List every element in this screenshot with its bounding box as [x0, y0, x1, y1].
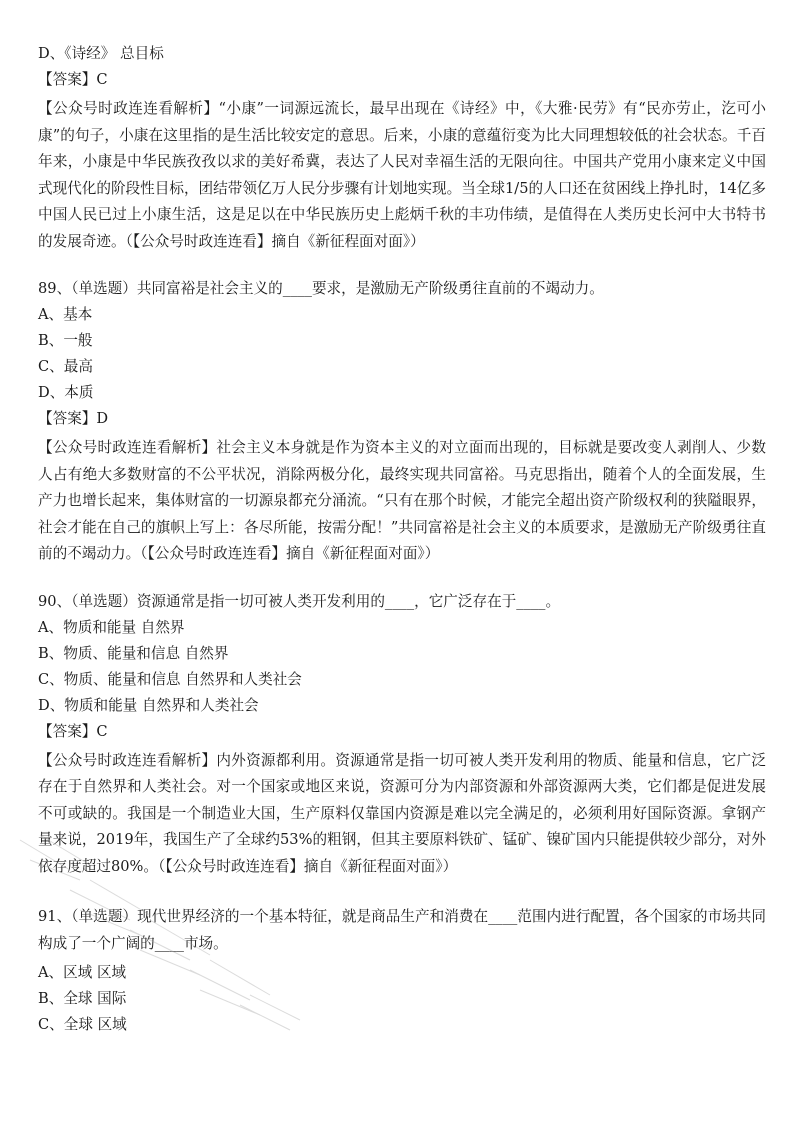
q89-option-a: A、基本: [38, 306, 93, 323]
q88-option-d: D、《诗经》 总目标: [38, 45, 164, 62]
q88-analysis: 【公众号时政连连看解析】“小康”一词源远流长，最早出现在《诗经》中，《大雅·民劳》有“民亦劳止，汔可小康”的句子，小康在这里指的是生活比较安定的意思。后来，小康的意蕴衍变为比大同理想较低的社会状态。千百年来，小康是中华民族孜孜以求的美好希冀，表达了人民对幸福生活的无限向往。中国共产党用小康来定义中国式现代化的阶段性目标，团结带领亿万人民分步骤有计划地实现。当全球1/5的人口还在贫困线上挣扎时，14亿多中国人民已过上小康生活，这是足以在中华民族历史上彪炳千秋的丰功伟绩，是值得在人类历史长河中大书特书的发展奇迹。（【公众号时政连连看】摘自《新征程面对面》）: [38, 100, 766, 250]
q91-option-b: B、全球 国际: [38, 990, 127, 1007]
q90-option-b: B、物质、能量和信息 自然界: [38, 644, 229, 662]
q89-option-c: C、最高: [38, 358, 93, 375]
q91-option-a: A、区域 区域: [38, 964, 127, 981]
q89-question: 89、（单选题）共同富裕是社会主义的____要求，是激励无产阶级勇往直前的不竭动力。: [38, 280, 604, 297]
q91-question: 91、（单选题）现代世界经济的一个基本特征，就是商品生产和消费在____范围内进行配置，各个国家的市场共同构成了一个广阔的____市场。: [38, 908, 766, 952]
q90-question: 90、（单选题）资源通常是指一切可被人类开发利用的____，它广泛存在于____。: [38, 592, 561, 610]
document-page: [38, 44, 766, 1041]
question-gap: [38, 886, 766, 904]
q90-option-a: A、物质和能量 自然界: [38, 618, 185, 636]
q90-option-d: D、物质和能量 自然界和人类社会: [38, 696, 259, 714]
q89-answer: 【答案】D: [38, 410, 109, 427]
q89-option-d: D、本质: [38, 384, 94, 401]
question-gap: [38, 261, 766, 279]
q89-analysis: 【公众号时政连连看解析】社会主义本身就是作为资本主义的对立面而出现的，目标就是要改变人剥削人、少数人占有绝大多数财富的不公平状况，消除两极分化，最终实现共同富裕。马克思指出，随着个人的全面发展，生产力也增长起来，集体财富的一切源泉都充分涌流。“只有在那个时候，才能完全超出资产阶级权利的狭隘眼界，社会才能在自己的旗帜上写上：各尽所能，按需分配！”共同富裕是社会主义的本质要求，是激励无产阶级勇往直前的不竭动力。（【公众号时政连连看】摘自《新征程面对面》）: [38, 439, 766, 562]
q90-option-c: C、物质、能量和信息 自然界和人类社会: [38, 670, 302, 688]
question-gap: [38, 574, 766, 592]
q91-option-c: C、全球 区域: [38, 1016, 127, 1033]
q88-answer: 【答案】C: [38, 71, 108, 88]
q90-answer: 【答案】C: [38, 722, 108, 740]
q89-option-b: B、一般: [38, 332, 93, 349]
q90-analysis: 【公众号时政连连看解析】内外资源都利用。资源通常是指一切可被人类开发利用的物质、能量和信息，它广泛存在于自然界和人类社会。对一个国家或地区来说，资源可分为内部资源和外部资源两大类，它们都是促进发展不可或缺的。我国是一个制造业大国，生产原料仅靠国内资源是难以完全满足的，必须利用好国际资源。拿钢产量来说，2019年，我国生产了全球约53%的粗钢，但其主要原料铁矿、锰矿、镍矿国内只能提供较少部分，对外依存度超过80%。（【公众号时政连连看】摘自《新征程面对面》）: [38, 751, 766, 875]
